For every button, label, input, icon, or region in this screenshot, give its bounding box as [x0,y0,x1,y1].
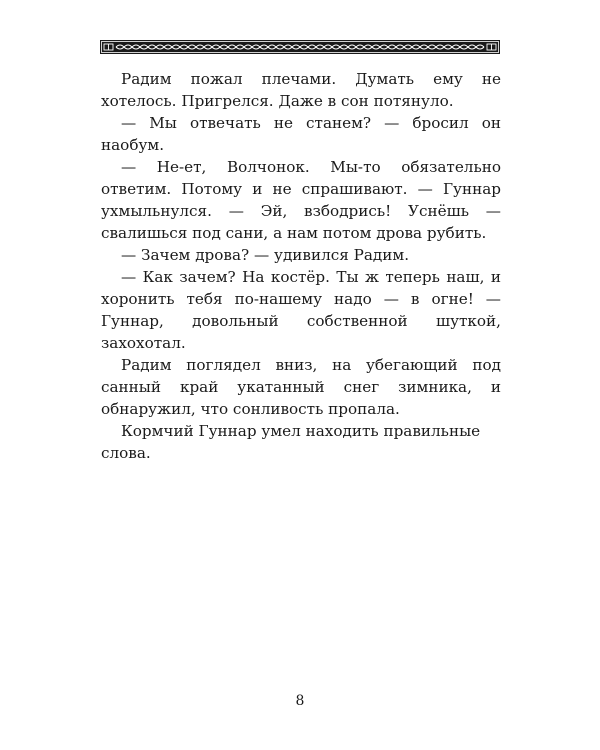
paragraph: — Зачем дрова? — удивился Радим. [121,246,410,264]
paragraph: Радим пожал плечами. Думать ему не хотелось. Пригрелся. Даже в сон потянуло. [101,70,501,110]
paragraph: — Мы отвечать не станем? — бросил он наобум. [101,114,501,154]
body-text [101,68,501,464]
decorative-border-icon [100,40,500,54]
page-number: 8 [295,693,305,709]
paragraph: Кормчий Гуннар умел находить правильные слова. [101,422,481,462]
header-ornament [100,40,500,54]
paragraph: Радим поглядел вниз, на убегающий под санный край укатанный снег зимника, и обнаружил, что сонливость пропала. [101,356,501,418]
paragraph: — Как зачем? На костёр. Ты ж теперь наш, и хоронить тебя по-нашему надо — в огне! — Гуннар, довольный собственной шуткой, захохотал. [101,268,501,352]
paragraph: — Не-ет, Волчонок. Мы-то обязательно ответим. Потому и не спрашивают. — Гуннар ухмыльнулся. — Эй, взбодрись! Уснёшь — свалишься под сани, а нам потом дрова рубить. [101,158,501,242]
